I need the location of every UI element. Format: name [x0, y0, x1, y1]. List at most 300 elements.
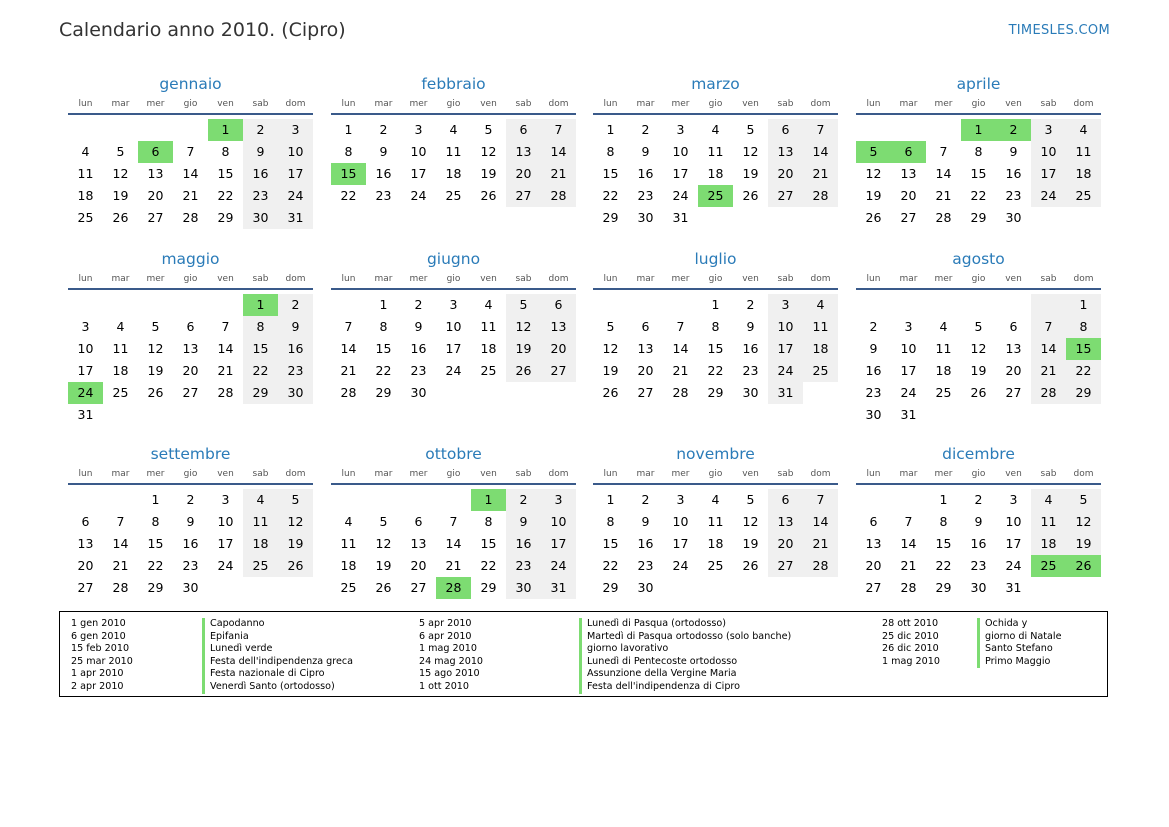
weekday-label: dom: [1073, 469, 1094, 479]
day-cell: 6: [81, 514, 90, 529]
day-cell: 8: [151, 514, 160, 529]
holiday-name: Venerdì Santo (ortodosso): [202, 681, 353, 694]
day-cell: 26: [112, 210, 129, 225]
holiday-date: 1 mag 2010: [419, 643, 477, 655]
day-grid: [593, 489, 838, 599]
weekday-label: sab: [252, 99, 269, 109]
day-cell: 16: [742, 341, 759, 356]
day-cell: 25: [77, 210, 94, 225]
weekday-label: mer: [671, 274, 690, 284]
day-cell: 24: [900, 385, 917, 400]
day-cell: 14: [340, 341, 357, 356]
day-cell: 3: [81, 319, 90, 334]
day-cell: 20: [410, 558, 427, 573]
empty-cell: [278, 577, 313, 599]
day-cell: 19: [480, 166, 497, 181]
empty-cell: [1031, 207, 1066, 229]
weekday-label: lun: [341, 274, 356, 284]
empty-cell: [173, 119, 208, 141]
day-cell: 29: [602, 580, 619, 595]
month-name: dicembre: [942, 445, 1015, 463]
day-cell: 1: [243, 294, 278, 316]
day-cell: 12: [147, 341, 164, 356]
empty-cell: [103, 489, 138, 511]
empty-cell: [926, 294, 961, 316]
day-cell: 12: [506, 316, 541, 338]
day-cell: 5: [856, 141, 891, 163]
weekday-label: mar: [899, 99, 918, 109]
weekday-label: ven: [217, 469, 234, 479]
day-cell: 13: [506, 141, 541, 163]
day-cell: 8: [606, 144, 615, 159]
month-marzo: [593, 73, 838, 229]
weekday-header: [68, 95, 313, 113]
day-cell: 16: [243, 163, 278, 185]
day-cell: 24: [672, 188, 689, 203]
holiday-name: giorno di Natale: [977, 631, 1061, 644]
weekday-label: mer: [934, 274, 953, 284]
weekday-label: dom: [810, 274, 831, 284]
day-cell: 27: [506, 185, 541, 207]
weekday-label: dom: [548, 469, 569, 479]
weekday-label: sab: [515, 469, 532, 479]
day-cell: 11: [1031, 511, 1066, 533]
day-cell: 15: [375, 341, 392, 356]
weekday-label: gio: [183, 99, 198, 109]
month-name: settembre: [150, 445, 231, 463]
day-cell: 26: [742, 558, 759, 573]
day-cell: 17: [900, 363, 917, 378]
day-cell: 14: [182, 166, 199, 181]
holiday-date: 2 apr 2010: [71, 680, 124, 692]
day-cell: 7: [116, 514, 125, 529]
day-cell: 13: [182, 341, 199, 356]
weekday-header: [331, 270, 576, 288]
day-cell: 20: [900, 188, 917, 203]
day-cell: 3: [1009, 492, 1018, 507]
day-cell: 30: [637, 580, 654, 595]
holiday-name: Santo Stefano: [977, 643, 1061, 656]
holiday-date: 25 dic 2010: [882, 630, 939, 642]
day-cell: 8: [711, 319, 720, 334]
day-cell: 30: [410, 385, 427, 400]
day-cell: 16: [182, 536, 199, 551]
day-cell: 8: [484, 514, 493, 529]
day-cell: 2: [243, 119, 278, 141]
day-cell: 23: [278, 360, 313, 382]
day-cell: 10: [1005, 514, 1022, 529]
day-cell: 20: [147, 188, 164, 203]
day-cell: 23: [637, 558, 654, 573]
day-cell: 4: [1031, 489, 1066, 511]
day-cell: 26: [278, 555, 313, 577]
day-cell: 30: [182, 580, 199, 595]
day-cell: 25: [480, 363, 497, 378]
day-cell: 30: [637, 210, 654, 225]
day-cell: 9: [414, 319, 423, 334]
day-cell: 19: [506, 338, 541, 360]
weekday-label: ven: [480, 274, 497, 284]
day-cell: 16: [637, 536, 654, 551]
day-cell: 24: [541, 555, 576, 577]
month-name: aprile: [956, 75, 1001, 93]
day-cell: 18: [1066, 163, 1101, 185]
weekday-label: lun: [341, 469, 356, 479]
day-cell: 18: [340, 558, 357, 573]
day-cell: 9: [243, 141, 278, 163]
day-cell: 20: [865, 558, 882, 573]
day-cell: 5: [606, 319, 615, 334]
day-cell: 14: [217, 341, 234, 356]
day-cell: 14: [445, 536, 462, 551]
day-cell: 17: [768, 338, 803, 360]
header-rule: [331, 483, 576, 485]
day-cell: 9: [506, 511, 541, 533]
day-cell: 4: [116, 319, 125, 334]
day-cell: 21: [803, 163, 838, 185]
month-name: ottobre: [425, 445, 482, 463]
day-cell: 4: [1066, 119, 1101, 141]
holiday-date: 5 apr 2010: [419, 618, 472, 629]
day-cell: 27: [147, 210, 164, 225]
day-cell: 12: [112, 166, 129, 181]
day-cell: 28: [217, 385, 234, 400]
day-cell: 10: [445, 319, 462, 334]
weekday-label: sab: [1040, 99, 1057, 109]
day-cell: 6: [869, 514, 878, 529]
day-cell: 21: [182, 188, 199, 203]
day-cell: 16: [410, 341, 427, 356]
day-cell: 13: [1005, 341, 1022, 356]
day-cell: 17: [1031, 163, 1066, 185]
empty-cell: [103, 294, 138, 316]
day-cell: 12: [742, 514, 759, 529]
day-cell: 28: [436, 577, 471, 599]
day-cell: 19: [112, 188, 129, 203]
day-cell: 20: [182, 363, 199, 378]
header-rule: [856, 288, 1101, 290]
day-cell: 18: [445, 166, 462, 181]
weekday-label: lun: [341, 99, 356, 109]
day-cell: 30: [1005, 210, 1022, 225]
day-cell: 18: [77, 188, 94, 203]
holiday-name: Martedì di Pasqua ortodosso (solo banche): [579, 631, 791, 644]
holiday-name: Lunedì verde: [202, 643, 353, 656]
day-cell: 14: [541, 141, 576, 163]
day-cell: 10: [541, 511, 576, 533]
day-cell: 8: [243, 316, 278, 338]
day-cell: 11: [1066, 141, 1101, 163]
day-grid: [68, 489, 313, 599]
day-cell: 16: [375, 166, 392, 181]
page-title: Calendario anno 2010. (Cipro): [59, 19, 346, 41]
empty-cell: [243, 404, 278, 426]
day-cell: 21: [935, 188, 952, 203]
day-cell: 23: [742, 363, 759, 378]
day-cell: 29: [217, 210, 234, 225]
weekday-label: gio: [183, 469, 198, 479]
day-cell: 15: [970, 166, 987, 181]
empty-cell: [891, 119, 926, 141]
weekday-label: lun: [78, 99, 93, 109]
month-settembre: [68, 443, 313, 599]
day-cell: 25: [340, 580, 357, 595]
day-cell: 15: [217, 166, 234, 181]
weekday-label: ven: [1005, 274, 1022, 284]
day-cell: 25: [445, 188, 462, 203]
day-cell: 1: [471, 489, 506, 511]
empty-cell: [926, 404, 961, 426]
empty-cell: [173, 404, 208, 426]
day-cell: 7: [904, 514, 913, 529]
day-grid: [68, 294, 313, 426]
day-cell: 20: [768, 163, 803, 185]
holiday-name: Epifania: [202, 631, 353, 644]
day-cell: 27: [1005, 385, 1022, 400]
weekday-label: sab: [777, 274, 794, 284]
header-rule: [593, 288, 838, 290]
day-cell: 21: [900, 558, 917, 573]
day-cell: 11: [243, 511, 278, 533]
day-cell: 2: [506, 489, 541, 511]
empty-cell: [208, 577, 243, 599]
holiday-date: 6 gen 2010: [71, 630, 126, 642]
weekday-label: ven: [742, 469, 759, 479]
month-name: maggio: [161, 250, 220, 268]
day-cell: 28: [803, 555, 838, 577]
weekday-header: [856, 270, 1101, 288]
day-cell: 10: [217, 514, 234, 529]
day-cell: 23: [637, 188, 654, 203]
weekday-header: [68, 465, 313, 483]
day-cell: 12: [742, 144, 759, 159]
day-cell: 16: [637, 166, 654, 181]
day-cell: 23: [970, 558, 987, 573]
weekday-header: [593, 95, 838, 113]
day-cell: 22: [375, 363, 392, 378]
day-cell: 18: [243, 533, 278, 555]
holiday-name: Festa nazionale di Cipro: [202, 668, 353, 681]
holiday-date: 15 ago 2010: [419, 668, 480, 680]
day-cell: 19: [1066, 533, 1101, 555]
day-cell: 28: [112, 580, 129, 595]
day-cell: 28: [340, 385, 357, 400]
day-cell: 4: [243, 489, 278, 511]
day-cell: 22: [340, 188, 357, 203]
weekday-label: gio: [183, 274, 198, 284]
day-cell: 2: [278, 294, 313, 316]
day-cell: 18: [707, 536, 724, 551]
day-cell: 28: [935, 210, 952, 225]
day-cell: 6: [186, 319, 195, 334]
day-cell: 16: [1005, 166, 1022, 181]
day-grid: [68, 119, 313, 229]
day-cell: 3: [1031, 119, 1066, 141]
holiday-name: Lunedì di Pasqua (ortodosso): [579, 618, 791, 631]
month-name: luglio: [694, 250, 737, 268]
empty-cell: [436, 489, 471, 511]
day-cell: 10: [768, 316, 803, 338]
day-cell: 21: [1031, 360, 1066, 382]
day-cell: 3: [541, 489, 576, 511]
day-cell: 25: [803, 360, 838, 382]
empty-cell: [138, 404, 173, 426]
day-cell: 1: [1066, 294, 1101, 316]
day-cell: 18: [803, 338, 838, 360]
day-cell: 5: [746, 122, 755, 137]
day-cell: 24: [1005, 558, 1022, 573]
weekday-label: mar: [374, 274, 393, 284]
day-cell: 2: [641, 122, 650, 137]
day-cell: 21: [112, 558, 129, 573]
day-cell: 24: [768, 360, 803, 382]
day-cell: 18: [935, 363, 952, 378]
day-cell: 4: [484, 297, 493, 312]
day-cell: 26: [375, 580, 392, 595]
day-cell: 10: [1031, 141, 1066, 163]
weekday-header: [331, 95, 576, 113]
day-cell: 9: [746, 319, 755, 334]
day-cell: 9: [278, 316, 313, 338]
empty-cell: [436, 382, 471, 404]
day-cell: 15: [1066, 338, 1101, 360]
month-name: gennaio: [159, 75, 222, 93]
empty-cell: [803, 207, 838, 229]
day-cell: 7: [541, 119, 576, 141]
empty-cell: [331, 294, 366, 316]
empty-cell: [733, 577, 768, 599]
legend-dates-col-2: [419, 618, 483, 694]
day-cell: 26: [865, 210, 882, 225]
empty-cell: [103, 119, 138, 141]
day-cell: 9: [186, 514, 195, 529]
header-rule: [68, 113, 313, 115]
empty-cell: [628, 294, 663, 316]
day-cell: 18: [112, 363, 129, 378]
day-cell: 2: [974, 492, 983, 507]
day-cell: 12: [865, 166, 882, 181]
day-cell: 9: [869, 341, 878, 356]
holiday-date: 24 mag 2010: [419, 655, 484, 667]
day-cell: 17: [217, 536, 234, 551]
weekday-label: mar: [899, 274, 918, 284]
day-cell: 3: [221, 492, 230, 507]
weekday-label: ven: [742, 274, 759, 284]
day-cell: 11: [707, 144, 724, 159]
day-cell: 24: [278, 185, 313, 207]
day-cell: 22: [480, 558, 497, 573]
month-name: febbraio: [421, 75, 486, 93]
empty-cell: [856, 294, 891, 316]
day-cell: 25: [1031, 555, 1066, 577]
day-grid: [856, 294, 1101, 426]
empty-cell: [1031, 577, 1066, 599]
day-cell: 10: [410, 144, 427, 159]
empty-cell: [961, 404, 996, 426]
day-cell: 28: [1031, 382, 1066, 404]
day-grid: [856, 119, 1101, 229]
empty-cell: [768, 577, 803, 599]
legend-names-col-3: [977, 618, 1061, 668]
empty-cell: [961, 294, 996, 316]
day-cell: 14: [900, 536, 917, 551]
day-cell: 14: [803, 511, 838, 533]
day-cell: 31: [278, 207, 313, 229]
day-cell: 9: [641, 514, 650, 529]
day-cell: 17: [541, 533, 576, 555]
month-luglio: [593, 248, 838, 404]
empty-cell: [1066, 207, 1101, 229]
weekday-label: gio: [708, 99, 723, 109]
day-cell: 7: [1031, 316, 1066, 338]
day-cell: 6: [138, 141, 173, 163]
holiday-date: 1 ott 2010: [419, 680, 470, 692]
weekday-label: lun: [866, 99, 881, 109]
day-cell: 1: [606, 122, 615, 137]
day-cell: 2: [379, 122, 388, 137]
day-cell: 26: [970, 385, 987, 400]
month-name: giugno: [426, 250, 481, 268]
weekday-label: ven: [217, 99, 234, 109]
empty-cell: [471, 382, 506, 404]
day-cell: 10: [672, 514, 689, 529]
day-cell: 30: [278, 382, 313, 404]
day-cell: 23: [375, 188, 392, 203]
empty-cell: [366, 489, 401, 511]
day-cell: 22: [970, 188, 987, 203]
weekday-label: mer: [671, 469, 690, 479]
empty-cell: [803, 382, 838, 404]
weekday-label: dom: [548, 99, 569, 109]
day-cell: 21: [445, 558, 462, 573]
day-cell: 6: [541, 294, 576, 316]
empty-cell: [698, 577, 733, 599]
site-link[interactable]: TIMESLES.COM: [1008, 23, 1110, 38]
empty-cell: [768, 207, 803, 229]
day-cell: 6: [768, 489, 803, 511]
day-cell: 5: [974, 319, 983, 334]
legend-dates-col-3: [882, 618, 940, 668]
day-cell: 6: [506, 119, 541, 141]
empty-cell: [208, 294, 243, 316]
day-cell: 20: [768, 533, 803, 555]
day-cell: 21: [217, 363, 234, 378]
month-novembre: [593, 443, 838, 599]
day-cell: 21: [672, 363, 689, 378]
day-cell: 23: [865, 385, 882, 400]
day-cell: 31: [900, 407, 917, 422]
weekday-label: mar: [111, 274, 130, 284]
day-cell: 2: [186, 492, 195, 507]
weekday-label: sab: [515, 99, 532, 109]
day-cell: 23: [410, 363, 427, 378]
empty-cell: [996, 294, 1031, 316]
day-cell: 3: [676, 492, 685, 507]
empty-cell: [506, 382, 541, 404]
day-cell: 1: [711, 297, 720, 312]
day-cell: 30: [865, 407, 882, 422]
day-cell: 7: [449, 514, 458, 529]
holiday-date: 15 feb 2010: [71, 643, 130, 655]
holiday-name: Festa dell'indipendenza greca: [202, 656, 353, 669]
month-name: novembre: [676, 445, 755, 463]
day-cell: 22: [1066, 360, 1101, 382]
day-cell: 8: [974, 144, 983, 159]
weekday-label: gio: [708, 469, 723, 479]
weekday-label: sab: [252, 274, 269, 284]
day-cell: 25: [1066, 185, 1101, 207]
day-cell: 31: [672, 210, 689, 225]
